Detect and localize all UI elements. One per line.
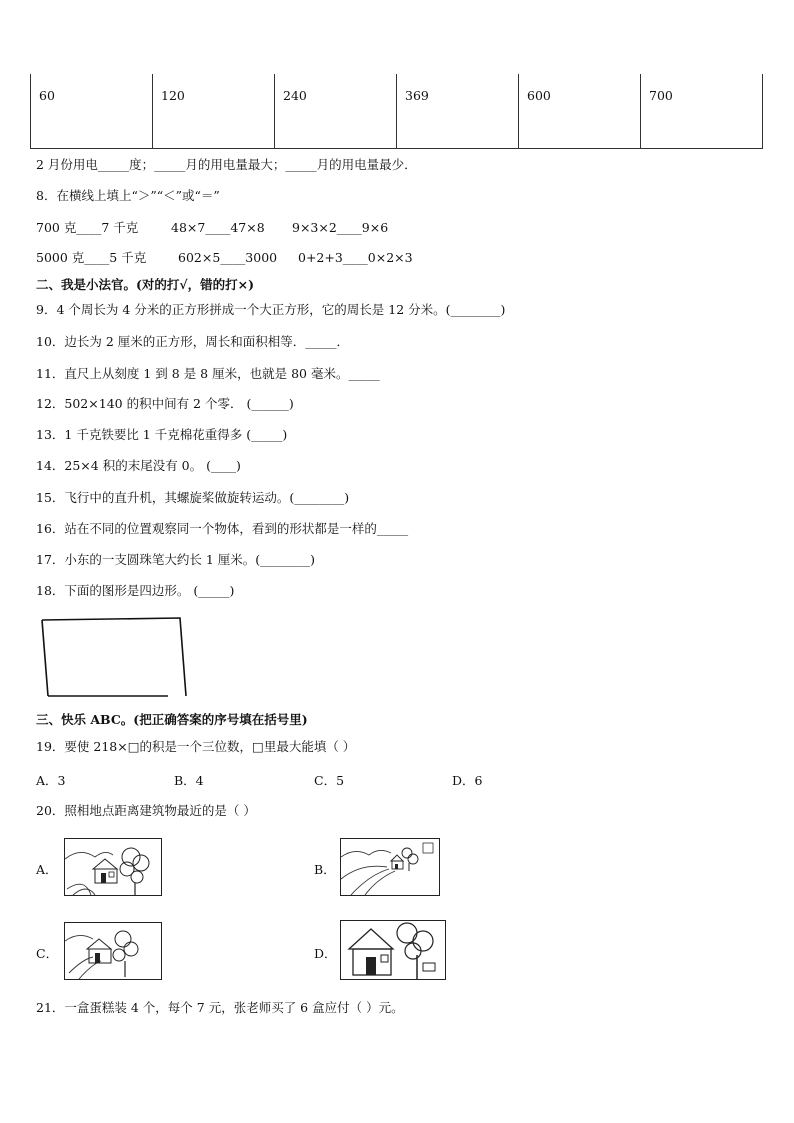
- house-photo-b[interactable]: [340, 838, 440, 896]
- judge-item-12: 12．502×140 的积中间有 2 个零． (______): [36, 396, 294, 411]
- house-photo-a[interactable]: [64, 838, 162, 896]
- question-19: 19．要使 218×□的积是一个三位数，□里最大能填（ ）: [36, 739, 356, 754]
- table-cell: 700: [641, 74, 763, 149]
- question-7-fill: 2 月份用电_____度；_____月的用电量最大；_____月的用电量最少．: [36, 157, 417, 172]
- table-cell: 369: [397, 74, 519, 149]
- judge-item-18: 18．下面的图形是四边形。 (_____): [36, 583, 235, 598]
- q20-option-d-label[interactable]: D．: [314, 946, 337, 961]
- judge-item-10: 10．边长为 2 厘米的正方形，周长和面积相等．_____．: [36, 334, 350, 349]
- q8-item: 602×5____3000: [178, 250, 278, 265]
- table-cell: 240: [275, 74, 397, 149]
- section-2-title: 二、我是小法官。(对的打√，错的打×): [36, 277, 255, 292]
- q19-option-c[interactable]: C．5: [314, 773, 345, 788]
- question-20: 20．照相地点距离建筑物最近的是（ ）: [36, 803, 256, 818]
- judge-item-16: 16．站在不同的位置观察同一个物体，看到的形状都是一样的_____: [36, 521, 409, 536]
- q20-option-c-label[interactable]: C．: [36, 946, 59, 961]
- q19-option-a[interactable]: A．3: [36, 773, 66, 788]
- table-cell: 60: [31, 74, 153, 149]
- q8-item: 0+2+3____0×2×3: [298, 250, 413, 265]
- q8-item: 9×3×2____9×6: [292, 220, 389, 235]
- house-photo-d[interactable]: [340, 920, 446, 980]
- q8-item: 5000 克____5 千克: [36, 250, 147, 265]
- q8-item: 700 克____7 千克: [36, 220, 139, 235]
- house-photo-c[interactable]: [64, 922, 162, 980]
- question-8-title: 8．在横线上填上“＞”“＜”或“＝”: [36, 188, 220, 203]
- q20-option-a-label[interactable]: A．: [36, 862, 58, 877]
- judge-item-15: 15．飞行中的直升机，其螺旋桨做旋转运动。(________): [36, 490, 350, 505]
- table-row: [31, 74, 763, 149]
- q20-option-b-label[interactable]: B．: [314, 862, 336, 877]
- table-cell: 600: [519, 74, 641, 149]
- q19-option-b[interactable]: B．4: [174, 773, 204, 788]
- judge-item-13: 13．1 千克铁要比 1 千克棉花重得多 (_____): [36, 427, 288, 442]
- q19-option-d[interactable]: D．6: [452, 773, 483, 788]
- judge-item-9: 9．4 个周长为 4 分米的正方形拼成一个大正方形，它的周长是 12 分米。(________): [36, 302, 506, 317]
- judge-item-17: 17．小东的一支圆珠笔大约长 1 厘米。(________): [36, 552, 316, 567]
- question-21: 21．一盒蛋糕装 4 个，每个 7 元，张老师买了 6 盒应付（ ）元。: [36, 1000, 404, 1015]
- judge-item-14: 14．25×4 积的末尾没有 0。 (____): [36, 458, 241, 473]
- quadrilateral-figure: [38, 614, 190, 700]
- table-cell: 120: [153, 74, 275, 149]
- electricity-table: [30, 74, 763, 149]
- judge-item-11: 11．直尺上从刻度 1 到 8 是 8 厘米，也就是 80 毫米。_____: [36, 366, 380, 381]
- section-3-title: 三、快乐 ABC。(把正确答案的序号填在括号里): [36, 712, 308, 727]
- q8-item: 48×7____47×8: [171, 220, 265, 235]
